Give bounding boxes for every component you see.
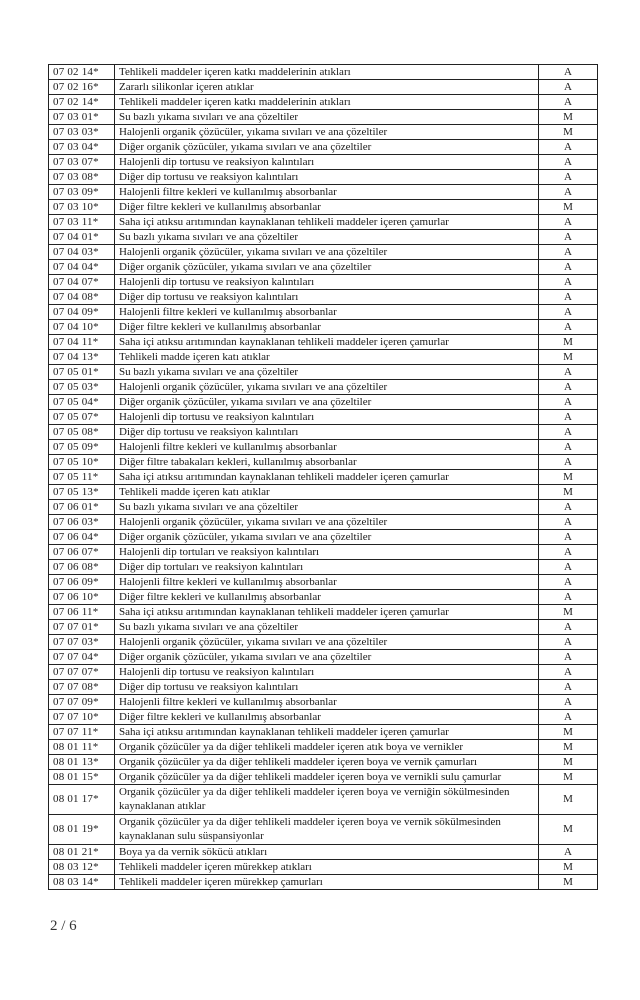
waste-description-cell: Tehlikeli maddeler içeren mürekkep atıkları — [115, 860, 539, 874]
waste-category-cell: M — [563, 111, 573, 123]
waste-description-cell: Halojenli organik çözücüler, yıkama sıvıları ve ana çözeltiler — [115, 245, 539, 259]
waste-code-cell: 07 07 03* — [49, 635, 115, 649]
table-row — [49, 860, 597, 875]
waste-category-cell: A — [564, 546, 572, 558]
waste-category-cell: A — [564, 186, 572, 198]
waste-code-cell: 07 04 04* — [49, 260, 115, 274]
table-row — [49, 410, 597, 425]
waste-category-cell: A — [564, 276, 572, 288]
waste-description-cell: Diğer organik çözücüler, yıkama sıvıları ve ana çözeltiler — [115, 650, 539, 664]
table-row — [49, 350, 597, 365]
table-row — [49, 620, 597, 635]
table-row — [49, 845, 597, 860]
waste-code-cell: 07 05 08* — [49, 425, 115, 439]
waste-category-cell: A — [564, 666, 572, 678]
waste-category-cell: M — [563, 606, 573, 618]
table-row — [49, 425, 597, 440]
waste-description-cell: Saha içi atıksu arıtımından kaynaklanan tehlikeli maddeler içeren çamurlar — [115, 605, 539, 619]
waste-description-cell: Organik çözücüler ya da diğer tehlikeli maddeler içeren boya ve vernik sökülmesinden kaynaklanan sulu süspansiyonlar — [115, 815, 539, 844]
waste-description-cell: Halojenli filtre kekleri ve kullanılmış absorbanlar — [115, 185, 539, 199]
table-row — [49, 515, 597, 530]
waste-category-cell: M — [563, 861, 573, 873]
waste-category-cell: A — [564, 651, 572, 663]
table-row — [49, 125, 597, 140]
waste-code-cell: 08 01 13* — [49, 755, 115, 769]
waste-category-cell: M — [563, 793, 573, 805]
waste-description-cell: Halojenli dip tortusu ve reaksiyon kalıntıları — [115, 410, 539, 424]
table-row — [49, 485, 597, 500]
waste-category-cell: A — [564, 441, 572, 453]
table-row — [49, 455, 597, 470]
table-row — [49, 95, 597, 110]
waste-category-cell: M — [563, 823, 573, 835]
waste-description-cell: Diğer dip tortusu ve reaksiyon kalıntıları — [115, 170, 539, 184]
table-row — [49, 230, 597, 245]
waste-description-cell: Organik çözücüler ya da diğer tehlikeli maddeler içeren boya ve vernik çamurları — [115, 755, 539, 769]
table-row — [49, 815, 597, 845]
table-row — [49, 695, 597, 710]
waste-code-cell: 08 03 12* — [49, 860, 115, 874]
waste-description-cell: Halojenli dip tortusu ve reaksiyon kalıntıları — [115, 155, 539, 169]
waste-description-cell: Halojenli organik çözücüler, yıkama sıvıları ve ana çözeltiler — [115, 380, 539, 394]
table-row — [49, 80, 597, 95]
table-row — [49, 500, 597, 515]
waste-code-cell: 07 06 04* — [49, 530, 115, 544]
waste-description-cell: Organik çözücüler ya da diğer tehlikeli maddeler içeren atık boya ve vernikler — [115, 740, 539, 754]
waste-code-cell: 07 07 01* — [49, 620, 115, 634]
waste-category-cell: A — [564, 306, 572, 318]
waste-category-cell: A — [564, 591, 572, 603]
waste-code-cell: 07 03 07* — [49, 155, 115, 169]
table-row — [49, 740, 597, 755]
table-row — [49, 575, 597, 590]
waste-description-cell: Halojenli dip tortusu ve reaksiyon kalıntıları — [115, 275, 539, 289]
waste-description-cell: Halojenli filtre kekleri ve kullanılmış absorbanlar — [115, 575, 539, 589]
waste-category-cell: M — [563, 756, 573, 768]
table-row — [49, 365, 597, 380]
table-row — [49, 725, 597, 740]
waste-code-cell: 07 05 03* — [49, 380, 115, 394]
waste-category-cell: A — [564, 561, 572, 573]
table-row — [49, 155, 597, 170]
waste-category-cell: M — [563, 486, 573, 498]
waste-code-cell: 08 01 19* — [49, 815, 115, 844]
waste-code-cell: 07 07 09* — [49, 695, 115, 709]
waste-description-cell: Saha içi atıksu arıtımından kaynaklanan tehlikeli maddeler içeren çamurlar — [115, 725, 539, 739]
waste-category-cell: M — [563, 741, 573, 753]
waste-category-cell: A — [564, 291, 572, 303]
table-row — [49, 785, 597, 815]
waste-category-cell: A — [564, 576, 572, 588]
waste-category-cell: A — [564, 66, 572, 78]
table-row — [49, 110, 597, 125]
table-row — [49, 560, 597, 575]
table-row — [49, 755, 597, 770]
waste-category-cell: M — [563, 201, 573, 213]
waste-code-cell: 07 06 01* — [49, 500, 115, 514]
waste-category-cell: A — [564, 231, 572, 243]
waste-description-cell: Diğer filtre tabakaları kekleri, kullanılmış absorbanlar — [115, 455, 539, 469]
waste-description-cell: Tehlikeli maddeler içeren katkı maddelerinin atıkları — [115, 65, 539, 79]
waste-code-cell: 07 04 10* — [49, 320, 115, 334]
waste-code-cell: 08 01 11* — [49, 740, 115, 754]
waste-description-cell: Diğer filtre kekleri ve kullanılmış absorbanlar — [115, 320, 539, 334]
waste-description-cell: Saha içi atıksu arıtımından kaynaklanan tehlikeli maddeler içeren çamurlar — [115, 470, 539, 484]
waste-code-cell: 07 04 13* — [49, 350, 115, 364]
waste-description-cell: Su bazlı yıkama sıvıları ve ana çözeltiler — [115, 500, 539, 514]
waste-description-cell: Tehlikeli maddeler içeren katkı maddelerinin atıkları — [115, 95, 539, 109]
waste-description-cell: Saha içi atıksu arıtımından kaynaklanan tehlikeli maddeler içeren çamurlar — [115, 335, 539, 349]
waste-category-cell: A — [564, 846, 572, 858]
waste-description-cell: Diğer organik çözücüler, yıkama sıvıları ve ana çözeltiler — [115, 140, 539, 154]
waste-code-cell: 07 03 09* — [49, 185, 115, 199]
table-row — [49, 545, 597, 560]
waste-code-cell: 07 02 14* — [49, 65, 115, 79]
waste-code-cell: 07 07 07* — [49, 665, 115, 679]
waste-code-cell: 07 03 10* — [49, 200, 115, 214]
waste-category-cell: A — [564, 246, 572, 258]
waste-description-cell: Diğer filtre kekleri ve kullanılmış absorbanlar — [115, 200, 539, 214]
waste-category-cell: A — [564, 501, 572, 513]
waste-description-cell: Su bazlı yıkama sıvıları ve ana çözeltiler — [115, 620, 539, 634]
table-row — [49, 710, 597, 725]
waste-description-cell: Zararlı silikonlar içeren atıklar — [115, 80, 539, 94]
table-row — [49, 605, 597, 620]
waste-code-cell: 08 01 15* — [49, 770, 115, 784]
waste-description-cell: Su bazlı yıkama sıvıları ve ana çözeltiler — [115, 365, 539, 379]
waste-description-cell: Diğer organik çözücüler, yıkama sıvıları ve ana çözeltiler — [115, 395, 539, 409]
table-row — [49, 665, 597, 680]
waste-code-cell: 08 01 17* — [49, 785, 115, 814]
waste-code-cell: 07 05 01* — [49, 365, 115, 379]
waste-category-cell: A — [564, 696, 572, 708]
waste-category-cell: A — [564, 366, 572, 378]
waste-description-cell: Halojenli dip tortuları ve reaksiyon kalıntıları — [115, 545, 539, 559]
table-row — [49, 680, 597, 695]
waste-code-cell: 07 03 11* — [49, 215, 115, 229]
waste-code-cell: 07 03 03* — [49, 125, 115, 139]
waste-description-cell: Diğer filtre kekleri ve kullanılmış absorbanlar — [115, 710, 539, 724]
waste-description-cell: Su bazlı yıkama sıvıları ve ana çözeltiler — [115, 230, 539, 244]
waste-code-cell: 07 06 07* — [49, 545, 115, 559]
waste-code-cell: 07 06 08* — [49, 560, 115, 574]
waste-category-cell: A — [564, 411, 572, 423]
waste-category-cell: A — [564, 81, 572, 93]
waste-category-cell: A — [564, 636, 572, 648]
waste-description-cell: Halojenli filtre kekleri ve kullanılmış absorbanlar — [115, 305, 539, 319]
waste-category-cell: M — [563, 876, 573, 888]
table-row — [49, 650, 597, 665]
waste-code-cell: 07 06 10* — [49, 590, 115, 604]
waste-code-cell: 07 05 07* — [49, 410, 115, 424]
table-row — [49, 590, 597, 605]
waste-category-cell: A — [564, 171, 572, 183]
waste-code-cell: 07 07 11* — [49, 725, 115, 739]
waste-code-cell: 08 01 21* — [49, 845, 115, 859]
table-row — [49, 320, 597, 335]
waste-description-cell: Diğer filtre kekleri ve kullanılmış absorbanlar — [115, 590, 539, 604]
waste-code-cell: 07 07 08* — [49, 680, 115, 694]
table-row — [49, 875, 597, 890]
table-row — [49, 290, 597, 305]
waste-category-cell: A — [564, 681, 572, 693]
waste-description-cell: Diğer dip tortuları ve reaksiyon kalıntıları — [115, 560, 539, 574]
waste-code-cell: 07 04 01* — [49, 230, 115, 244]
table-row — [49, 635, 597, 650]
page-number: 2 / 6 — [50, 918, 77, 934]
table-row — [49, 245, 597, 260]
waste-description-cell: Organik çözücüler ya da diğer tehlikeli maddeler içeren boya ve vernikli sulu çamurlar — [115, 770, 539, 784]
waste-code-cell: 07 02 16* — [49, 80, 115, 94]
waste-category-cell: A — [564, 516, 572, 528]
waste-description-cell: Halojenli dip tortusu ve reaksiyon kalıntıları — [115, 665, 539, 679]
table-row — [49, 335, 597, 350]
waste-category-cell: M — [563, 351, 573, 363]
waste-description-cell: Halojenli filtre kekleri ve kullanılmış absorbanlar — [115, 695, 539, 709]
waste-code-cell: 07 03 01* — [49, 110, 115, 124]
waste-description-cell: Tehlikeli maddeler içeren mürekkep çamurları — [115, 875, 539, 889]
waste-code-cell: 07 03 04* — [49, 140, 115, 154]
waste-code-cell: 07 07 04* — [49, 650, 115, 664]
waste-description-cell: Diğer dip tortusu ve reaksiyon kalıntıları — [115, 680, 539, 694]
table-row — [49, 770, 597, 785]
table-row — [49, 215, 597, 230]
table-row — [49, 200, 597, 215]
waste-code-cell: 07 05 11* — [49, 470, 115, 484]
waste-code-cell: 07 04 11* — [49, 335, 115, 349]
waste-description-cell: Boya ya da vernik sökücü atıkları — [115, 845, 539, 859]
waste-code-cell: 07 04 07* — [49, 275, 115, 289]
waste-category-cell: A — [564, 381, 572, 393]
waste-code-cell: 07 06 09* — [49, 575, 115, 589]
waste-description-cell: Saha içi atıksu arıtımından kaynaklanan tehlikeli maddeler içeren çamurlar — [115, 215, 539, 229]
table-row — [49, 65, 597, 80]
waste-category-cell: A — [564, 156, 572, 168]
waste-code-cell: 07 03 08* — [49, 170, 115, 184]
waste-description-cell: Su bazlı yıkama sıvıları ve ana çözeltiler — [115, 110, 539, 124]
waste-code-cell: 07 05 10* — [49, 455, 115, 469]
waste-code-cell: 07 05 04* — [49, 395, 115, 409]
table-row — [49, 260, 597, 275]
waste-code-cell: 08 03 14* — [49, 875, 115, 889]
waste-category-cell: A — [564, 621, 572, 633]
waste-description-cell: Organik çözücüler ya da diğer tehlikeli maddeler içeren boya ve verniğin sökülmesinden kaynaklanan atıklar — [115, 785, 539, 814]
waste-code-cell: 07 04 03* — [49, 245, 115, 259]
waste-category-cell: A — [564, 96, 572, 108]
table-row — [49, 530, 597, 545]
table-row — [49, 170, 597, 185]
waste-category-cell: M — [563, 336, 573, 348]
waste-category-cell: A — [564, 711, 572, 723]
table-row — [49, 140, 597, 155]
waste-code-cell: 07 07 10* — [49, 710, 115, 724]
waste-category-cell: M — [563, 126, 573, 138]
waste-description-cell: Halojenli filtre kekleri ve kullanılmış absorbanlar — [115, 440, 539, 454]
waste-category-cell: M — [563, 726, 573, 738]
waste-category-cell: A — [564, 396, 572, 408]
waste-code-cell: 07 05 09* — [49, 440, 115, 454]
table-row — [49, 380, 597, 395]
waste-category-cell: A — [564, 321, 572, 333]
table-row — [49, 275, 597, 290]
waste-category-cell: A — [564, 426, 572, 438]
waste-code-cell: 07 04 08* — [49, 290, 115, 304]
waste-description-cell: Halojenli organik çözücüler, yıkama sıvıları ve ana çözeltiler — [115, 515, 539, 529]
waste-code-cell: 07 05 13* — [49, 485, 115, 499]
waste-code-cell: 07 02 14* — [49, 95, 115, 109]
waste-description-cell: Diğer dip tortusu ve reaksiyon kalıntıları — [115, 290, 539, 304]
waste-code-cell: 07 04 09* — [49, 305, 115, 319]
waste-category-cell: A — [564, 261, 572, 273]
waste-category-cell: A — [564, 531, 572, 543]
table-row — [49, 185, 597, 200]
waste-description-cell: Diğer organik çözücüler, yıkama sıvıları ve ana çözeltiler — [115, 260, 539, 274]
waste-code-cell: 07 06 11* — [49, 605, 115, 619]
waste-code-cell: 07 06 03* — [49, 515, 115, 529]
waste-description-cell: Halojenli organik çözücüler, yıkama sıvıları ve ana çözeltiler — [115, 125, 539, 139]
waste-description-cell: Diğer dip tortusu ve reaksiyon kalıntıları — [115, 425, 539, 439]
waste-category-cell: A — [564, 456, 572, 468]
waste-description-cell: Diğer organik çözücüler, yıkama sıvıları ve ana çözeltiler — [115, 530, 539, 544]
waste-description-cell: Tehlikeli madde içeren katı atıklar — [115, 485, 539, 499]
table-row — [49, 395, 597, 410]
waste-category-cell: A — [564, 216, 572, 228]
table-row — [49, 470, 597, 485]
waste-description-cell: Halojenli organik çözücüler, yıkama sıvıları ve ana çözeltiler — [115, 635, 539, 649]
waste-category-cell: M — [563, 771, 573, 783]
waste-code-table — [48, 64, 598, 890]
waste-category-cell: M — [563, 471, 573, 483]
table-row — [49, 305, 597, 320]
waste-description-cell: Tehlikeli madde içeren katı atıklar — [115, 350, 539, 364]
waste-category-cell: A — [564, 141, 572, 153]
table-row — [49, 440, 597, 455]
